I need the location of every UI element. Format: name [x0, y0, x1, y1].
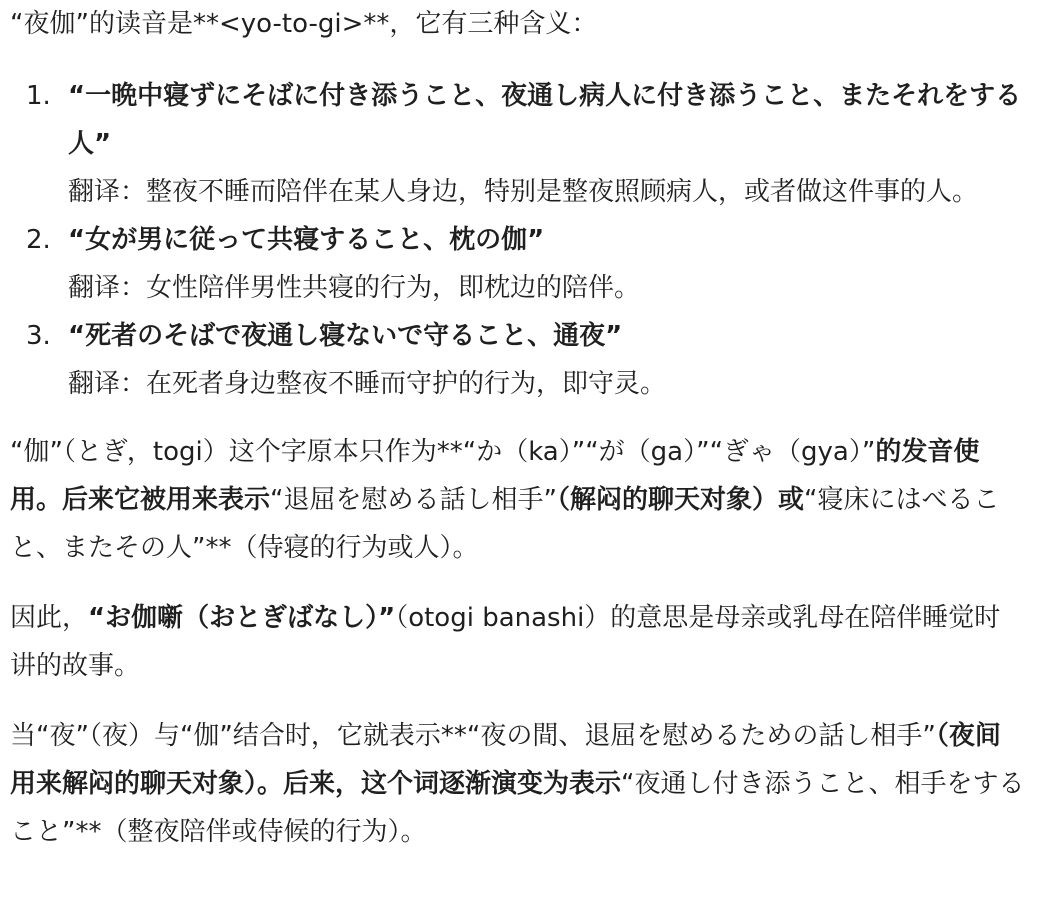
- list-item: [10, 312, 1026, 408]
- otogi-text-3: （otogi banashi）的意思是母亲或乳母在陪伴睡觉时讲的故事。: [10, 603, 1001, 681]
- otogi-text-2: “お伽噺（おとぎばなし）”: [88, 603, 396, 633]
- translation: 翻译：女性陪伴男性共寝的行为，即枕边的陪伴。: [68, 273, 641, 303]
- list-item: [10, 72, 1026, 216]
- combo-text-1: 当“夜”（夜）与“伽”结合时，它就表示**“夜の間、退屈を慰めるための話し相手”: [10, 721, 936, 751]
- list-item: [10, 216, 1026, 312]
- origin-text-4: （解闷的聊天对象）或: [556, 485, 804, 515]
- origin-text-2: 的发音使用。后来它被用来表示: [10, 437, 980, 515]
- origin-text-1: “伽”（とぎ，togi）这个字原本只作为**“か（ka）”“が（ga）”“ぎゃ（gya）”: [10, 437, 876, 467]
- translation: 翻译：在死者身边整夜不睡而守护的行为，即守灵。: [68, 369, 667, 399]
- combo-text-3: “夜通し付き添うこと、相手をすること”**（整夜陪伴或侍候的行为）。: [10, 769, 1025, 847]
- list-number: 3.: [26, 321, 51, 351]
- otogi-paragraph: [10, 594, 1026, 690]
- combo-text-2: （夜间用来解闷的聊天对象）。后来，这个词逐渐演变为表示: [10, 721, 1001, 799]
- origin-paragraph: [10, 428, 1026, 572]
- japanese-definition: “一晩中寝ずにそばに付き添うこと、夜通し病人に付き添うこと、またそれをする人”: [68, 81, 1022, 159]
- meanings-list: [10, 72, 1026, 408]
- intro-text: “夜伽”的读音是**<yo-to-gi>**，它有三种含义：: [10, 9, 598, 39]
- japanese-definition: “死者のそばで夜通し寝ないで守ること、通夜”: [68, 321, 623, 351]
- otogi-text-1: 因此，: [10, 603, 89, 633]
- origin-text-5: “寝床にはべること、またその人”**（侍寝的行为或人）。: [10, 485, 1000, 563]
- list-number: 2.: [26, 225, 51, 255]
- list-number: 1.: [26, 81, 51, 111]
- origin-text-3: “退屈を慰める話し相手”: [270, 485, 557, 515]
- intro-paragraph: [10, 0, 1026, 48]
- combination-paragraph: [10, 712, 1026, 856]
- translation: 翻译：整夜不睡而陪伴在某人身边，特别是整夜照顾病人，或者做这件事的人。: [68, 177, 979, 207]
- japanese-definition: “女が男に従って共寝すること、枕の伽”: [68, 225, 545, 255]
